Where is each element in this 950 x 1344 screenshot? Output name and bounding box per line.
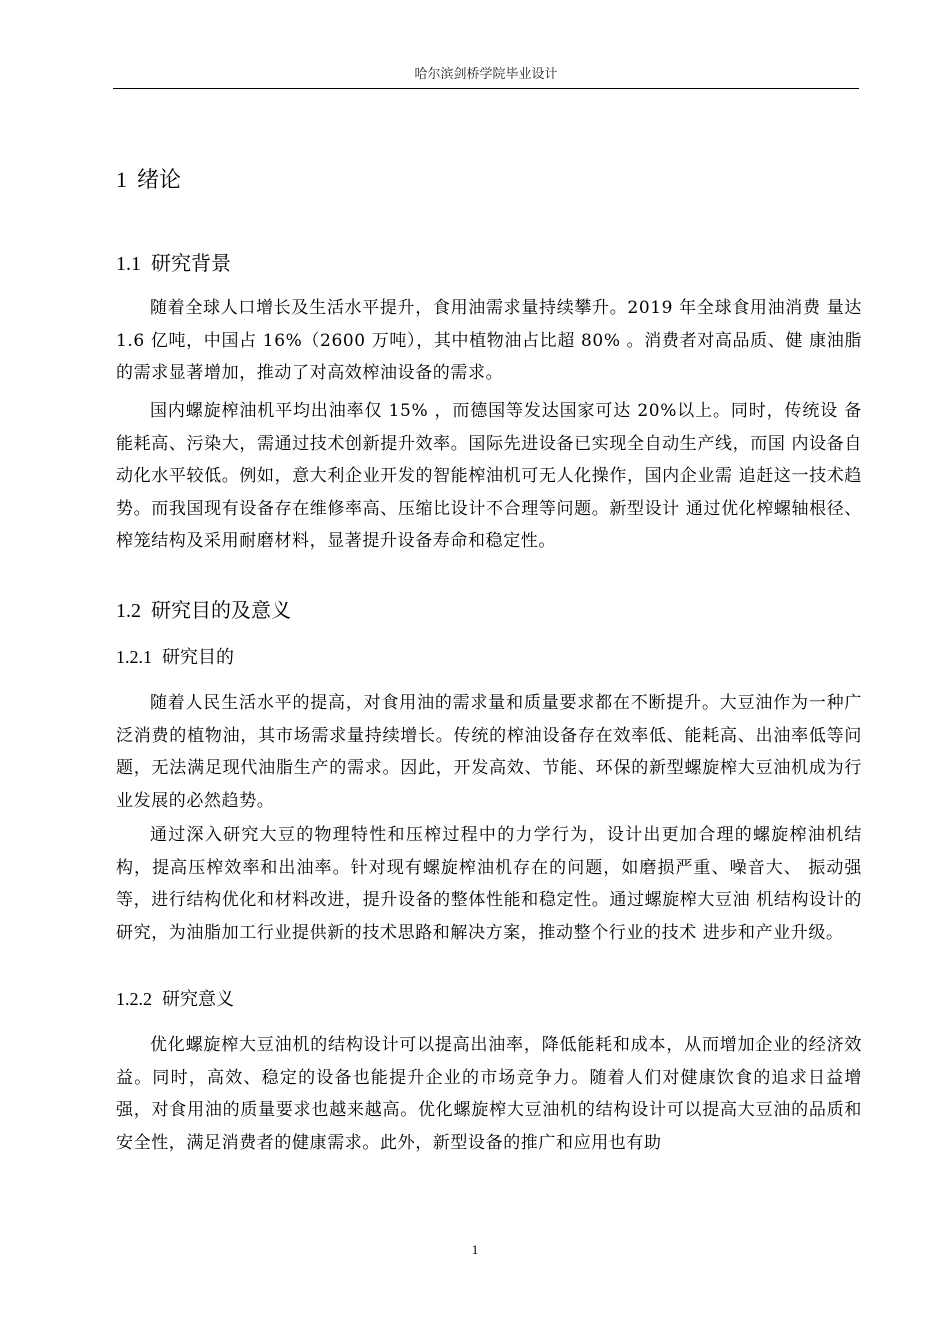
paragraph-1-2-2-a: 优化螺旋榨大豆油机的结构设计可以提高出油率，降低能耗和成本，从而增加企业的经济效益。同时，高效、稳定的设备也能提升企业的市场竞争力。随着人们对健康饮食的追求日益增强，对食用油的质量要求也越来越高。优化螺旋榨大豆油机的结构设计可以提高大豆油的品质和安全性，满足消费者的健康需求。此外，新型设备的推广和应用也有助 <box>116 1035 862 1153</box>
page-number: 1 <box>471 1242 479 1257</box>
section-title: 研究目的及意义 <box>151 598 291 622</box>
section-number: 1.2 <box>116 600 141 622</box>
subsection-number: 1.2.2 <box>116 989 152 1009</box>
section-number: 1.1 <box>116 253 141 275</box>
chapter-title: 绪论 <box>137 168 182 193</box>
subsection-number: 1.2.1 <box>116 647 152 667</box>
subsection-title: 研究目的 <box>162 647 234 668</box>
running-header: 哈尔滨剑桥学院毕业设计 <box>414 67 558 82</box>
paragraph-1-2-1-a: 随着人民生活水平的提高，对食用油的需求量和质量要求都在不断提升。大豆油作为一种广泛消费的植物油，其市场需求量持续增长。传统的榨油设备存在效率低、能耗高、出油率低等问题，无法满足现代油脂生产的需求。因此，开发高效、节能、环保的新型螺旋榨大豆油机成为行业发展的必然趋势。 <box>116 693 862 811</box>
subsection-heading-1-2-2 <box>116 986 234 1013</box>
subsection-heading-1-2-1 <box>116 644 234 671</box>
section-heading-1-2 <box>116 596 291 625</box>
section-title: 研究背景 <box>151 251 231 275</box>
header-rule <box>113 88 859 89</box>
paragraph-1-1-b: 国内螺旋榨油机平均出油率仅 15% ，而德国等发达国家可达 20%以上。同时，传统设 备能耗高、污染大，需通过技术创新提升效率。国际先进设备已实现全自动生产线，而国 内设备自动化水平较低。例如，意大利企业开发的智能榨油机可无人化操作，国内企业需 追赶这一技术趋势。而我国现有设备存在维修率高、压缩比设计不合理等问题。新型设计 通过优化榨螺轴根径、榨笼结构及采用耐磨材料，显著提升设备寿命和稳定性。 <box>116 401 862 552</box>
paragraph-1-2-1-b: 通过深入研究大豆的物理特性和压榨过程中的力学行为，设计出更加合理的螺旋榨油机结构，提高压榨效率和出油率。针对现有螺旋榨油机存在的问题，如磨损严重、噪音大、 振动强等，进行结构优化和材料改进，提升设备的整体性能和稳定性。通过螺旋榨大豆油 机结构设计的研究，为油脂加工行业提供新的技术思路和解决方案，推动整个行业的技术 进步和产业升级。 <box>116 825 862 943</box>
chapter-heading <box>116 165 181 196</box>
section-heading-1-1 <box>116 249 231 278</box>
subsection-title: 研究意义 <box>162 989 234 1010</box>
paragraph-1-1-a: 随着全球人口增长及生活水平提升，食用油需求量持续攀升。2019 年全球食用油消费 量达 1.6 亿吨，中国占 16%（2600 万吨），其中植物油占比超 80% 。消费者对高品质、健 康油脂的需求显著增加，推动了对高效榨油设备的需求。 <box>116 298 862 384</box>
chapter-number: 1 <box>116 167 127 192</box>
